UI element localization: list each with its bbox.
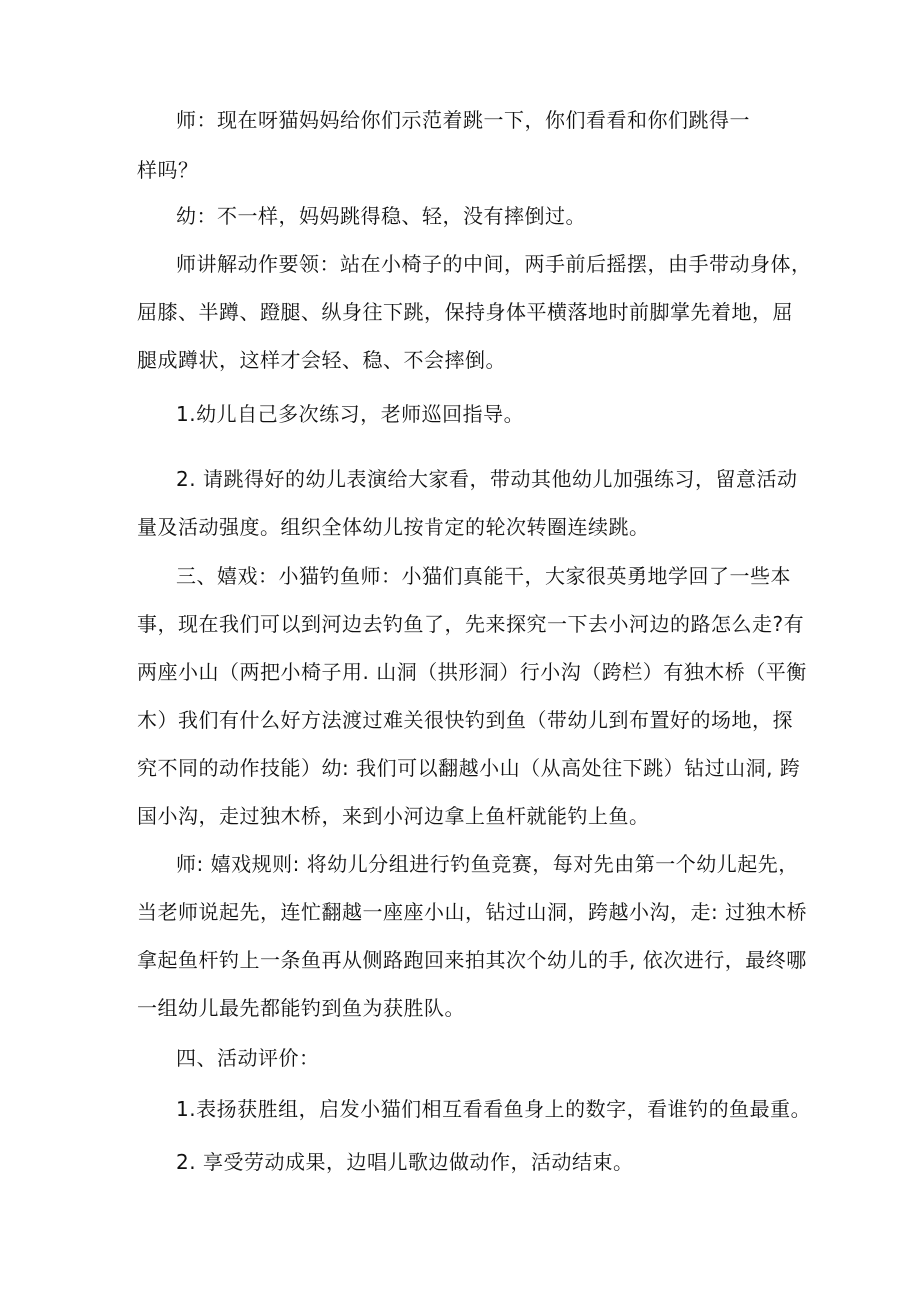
text-line-16: 师: 嬉戏规则: 将幼儿分组进行钓鱼竞赛，每对先由第一个幼儿起先，	[176, 852, 799, 876]
text-line-11: 事，现在我们可以到河边去钓鱼了，先来探究一下去小河边的路怎么走?有	[137, 612, 805, 636]
text-line-19: 一组幼儿最先都能钓到鱼为获胜队。	[137, 996, 465, 1020]
text-line-20: 四、活动评价：	[176, 1046, 320, 1070]
text-line-15: 国小沟，走过独木桥，来到小河边拿上鱼杆就能钓上鱼。	[137, 804, 650, 828]
text-line-22: 2. 享受劳动成果，边唱儿歌边做动作，活动结束。	[176, 1150, 634, 1174]
text-line-18: 拿起鱼杆钓上一条鱼再从侧路跑回来拍其次个幼儿的手, 依次进行，最终哪	[137, 948, 807, 972]
text-line-6: 腿成蹲状，这样才会轻、稳、不会摔倒。	[137, 348, 506, 372]
text-line-14: 究不同的动作技能）幼: 我们可以翻越小山（从高处往下跳）钻过山洞, 跨	[137, 756, 801, 780]
text-line-13: 木）我们有什么好方法渡过难关很快钓到鱼（带幼儿到布置好的场地，探	[137, 708, 793, 732]
text-line-12: 两座小山（两把小椅子用. 山洞（拱形洞）行小沟（跨栏）有独木桥（平衡	[137, 660, 807, 684]
text-line-10: 三、嬉戏：小猫钓鱼师：小猫们真能干，大家很英勇地学回了一些本	[176, 564, 791, 588]
text-line-2: 样吗？	[137, 158, 199, 182]
text-line-9: 量及活动强度。组织全体幼儿按肯定的轮次转圈连续跳。	[137, 515, 650, 539]
text-line-17: 当老师说起先，连忙翻越一座座小山，钻过山洞，跨越小沟，走: 过独木桥	[137, 900, 808, 924]
text-line-8: 2. 请跳得好的幼儿表演给大家看，带动其他幼儿加强练习，留意活动	[176, 467, 798, 491]
text-line-3: 幼：不一样，妈妈跳得稳、轻，没有摔倒过。	[176, 204, 586, 228]
text-line-7: 1.幼儿自己多次练习，老师巡回指导。	[176, 402, 525, 426]
text-line-4: 师讲解动作要领：站在小椅子的中间，两手前后摇摆，由手带动身体，	[176, 252, 812, 276]
text-line-5: 屈膝、半蹲、蹬腿、纵身往下跳，保持身体平横落地时前脚掌先着地，屈	[137, 300, 793, 324]
text-line-1: 师：现在呀猫妈妈给你们示范着跳一下，你们看看和你们跳得一	[176, 108, 750, 132]
text-line-21: 1.表扬获胜组，启发小猫们相互看看鱼身上的数字，看谁钓的鱼最重。	[176, 1097, 812, 1121]
